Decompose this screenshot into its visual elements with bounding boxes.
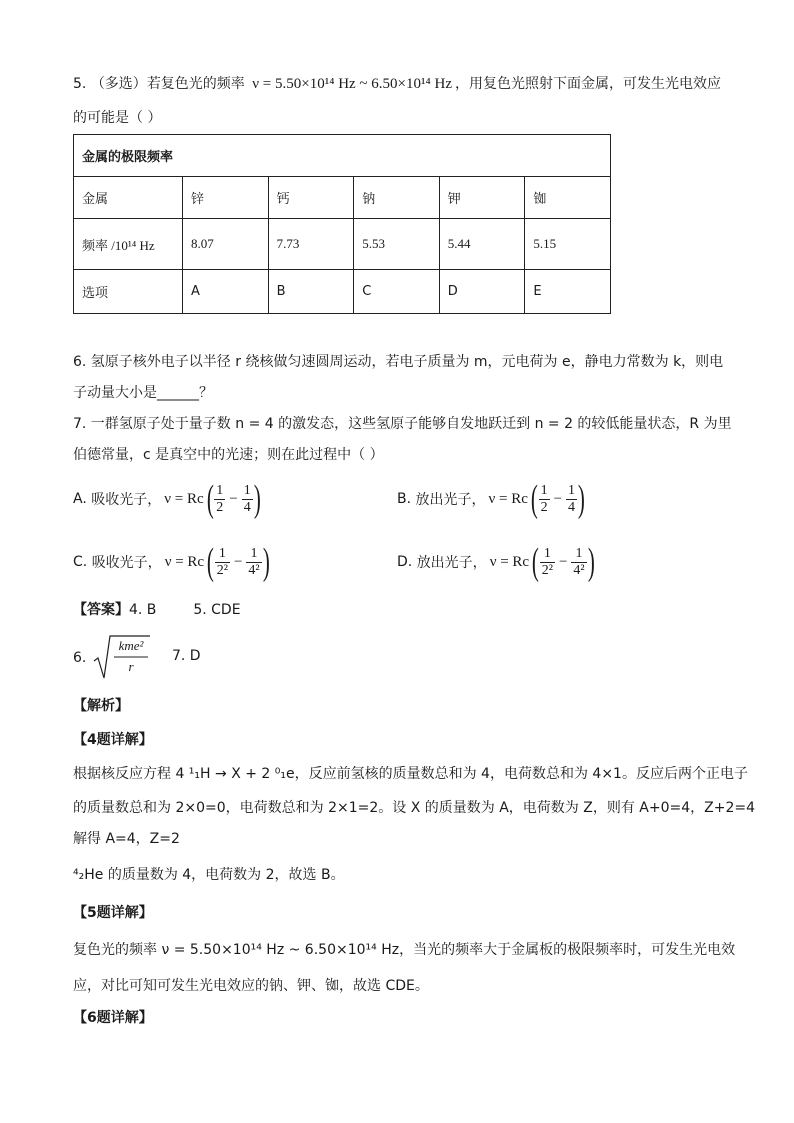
q7-option-d: D. 放出光子， ν = Rc ( $\frac{1}{\text{2²}}$ − $\frac{1}{\text{4²}}$ ): [397, 541, 595, 583]
q5-stem-b: ，用复色光照射下面金属，可发生光电效应: [454, 76, 721, 92]
detail-4-tag: 【4题详解】: [73, 732, 153, 748]
fraction: $\frac{1}{2}$: [216, 482, 224, 515]
answer-tag: 【答案】: [73, 602, 129, 618]
cell-frequency: 7.73: [268, 219, 354, 269]
table-title: 金属的极限频率: [74, 135, 611, 177]
option-formula: ν = Rc: [489, 553, 530, 570]
answer-7: 7. D: [172, 648, 201, 664]
detail-5-line-2: 应，对比可知可发生光电效应的钠、钾、铷，故选 CDE。: [73, 978, 429, 994]
table-row-metals: [74, 177, 611, 219]
cell-option: D: [439, 269, 525, 313]
q7-option-a: A. 吸收光子， ν = Rc ( $\frac{1}{2}$ − $\frac{1}{4}$ ): [73, 478, 261, 520]
cell-option: E: [525, 269, 611, 313]
detail-5-tag: 【5题详解】: [73, 905, 153, 921]
answer-6-sqrt-formula: [92, 633, 152, 681]
cell-metal: 铷: [525, 177, 611, 219]
cell-frequency: 8.07: [183, 219, 269, 269]
option-text: 放出光子，: [415, 492, 486, 508]
table-row-options: [74, 269, 611, 313]
cell-frequency: 5.15: [525, 219, 611, 269]
detail-4-line-3: 解得 A=4，Z=2: [73, 831, 180, 847]
q5-stem-a: 若复色光的频率: [146, 76, 245, 92]
fraction: $\frac{1}{4}$: [243, 482, 251, 515]
cell-metal: 锌: [183, 177, 269, 219]
cell-metal: 钙: [268, 177, 354, 219]
sqrt-numerator: kme²: [118, 638, 144, 653]
fraction: $\frac{1}{\text{2²}}$: [541, 545, 553, 578]
option-formula: ν = Rc: [488, 490, 528, 507]
detail-5-line-1: 复色光的频率 ν = 5.50×10¹⁴ Hz ~ 6.50×10¹⁴ Hz，当光的频率大于金属板的极限频率时，可发生光电效: [73, 942, 736, 958]
row-label-frequency: 频率 /10¹⁴ Hz: [74, 219, 183, 269]
detail-4-line-2: 的质量数总和为 2×0=0，电荷数总和为 2×1=2。设 X 的质量数为 A，电荷数为 Z，则有 A+0=4，Z+2=4: [73, 800, 755, 816]
answers-line-1: [73, 600, 241, 620]
option-formula: ν = Rc: [164, 490, 204, 507]
option-text: 吸收光子，: [91, 492, 162, 508]
metal-threshold-table: [73, 134, 611, 314]
option-formula: ν = Rc: [164, 553, 205, 570]
table-row-frequency: [74, 219, 611, 269]
fraction: $\frac{1}{4}$: [568, 482, 576, 515]
detail-4-line-1: 根据核反应方程 4 ¹₁H → X + 2 ⁰₁e，反应前氢核的质量数总和为 4，电荷数总和为 4×1。反应后两个正电子: [73, 766, 748, 782]
cell-option: A: [183, 269, 269, 313]
detail-4-line-4: ⁴₂He 的质量数为 4，电荷数为 2，故选 B。: [73, 867, 345, 883]
q5-number: 5.: [73, 76, 87, 92]
row-label-option: 选项: [74, 269, 183, 313]
q5-stem-line-2: 的可能是（ ）: [73, 110, 162, 126]
q5-frequency-formula: ν = 5.50×10¹⁴ Hz ~ 6.50×10¹⁴ Hz: [252, 76, 452, 92]
cell-option: B: [268, 269, 354, 313]
option-letter: A.: [73, 491, 87, 507]
option-letter: B.: [397, 491, 412, 507]
option-text: 放出光子，: [416, 555, 487, 571]
row-label-metal: 金属: [74, 177, 183, 219]
cell-option: C: [354, 269, 440, 313]
q5-stem-line-1: [73, 74, 721, 94]
cell-metal: 钠: [354, 177, 440, 219]
fraction: $\frac{1}{\text{2²}}$: [216, 545, 228, 578]
sqrt-denominator: r: [128, 659, 134, 674]
q7-stem-line-2: 伯德常量，c 是真空中的光速；则在此过程中（ ）: [73, 447, 384, 463]
q7-option-c: C. 吸收光子， ν = Rc ( $\frac{1}{\text{2²}}$ − $\frac{1}{\text{4²}}$ ): [73, 541, 270, 583]
q6-stem-line-2: 子动量大小是______？: [73, 385, 213, 401]
answer-5: 5. CDE: [193, 602, 241, 618]
option-letter: C.: [73, 554, 88, 570]
answer-4: 4. B: [129, 602, 157, 618]
answer-6-label: 6.: [73, 650, 87, 666]
fraction: $\frac{1}{\text{4²}}$: [573, 545, 585, 578]
q5-tag: （多选）: [90, 76, 147, 92]
detail-6-tag: 【6题详解】: [73, 1010, 153, 1026]
option-letter: D.: [397, 554, 413, 570]
q7-option-b: B. 放出光子， ν = Rc ( $\frac{1}{2}$ − $\frac{1}{4}$ ): [397, 478, 585, 520]
q7-stem-line-1: 7. 一群氢原子处于量子数 n = 4 的激发态，这些氢原子能够自发地跃迁到 n = 2 的较低能量状态，R 为里: [73, 416, 732, 432]
q6-stem-line-1: 6. 氢原子核外电子以半径 r 绕核做匀速圆周运动，若电子质量为 m，元电荷为 e，静电力常数为 k，则电: [73, 354, 724, 370]
option-text: 吸收光子，: [91, 555, 162, 571]
fraction: $\frac{1}{2}$: [540, 482, 548, 515]
cell-metal: 钾: [439, 177, 525, 219]
cell-frequency: 5.53: [354, 219, 440, 269]
analysis-tag: 【解析】: [73, 698, 129, 714]
fraction: $\frac{1}{\text{4²}}$: [248, 545, 260, 578]
cell-frequency: 5.44: [439, 219, 525, 269]
